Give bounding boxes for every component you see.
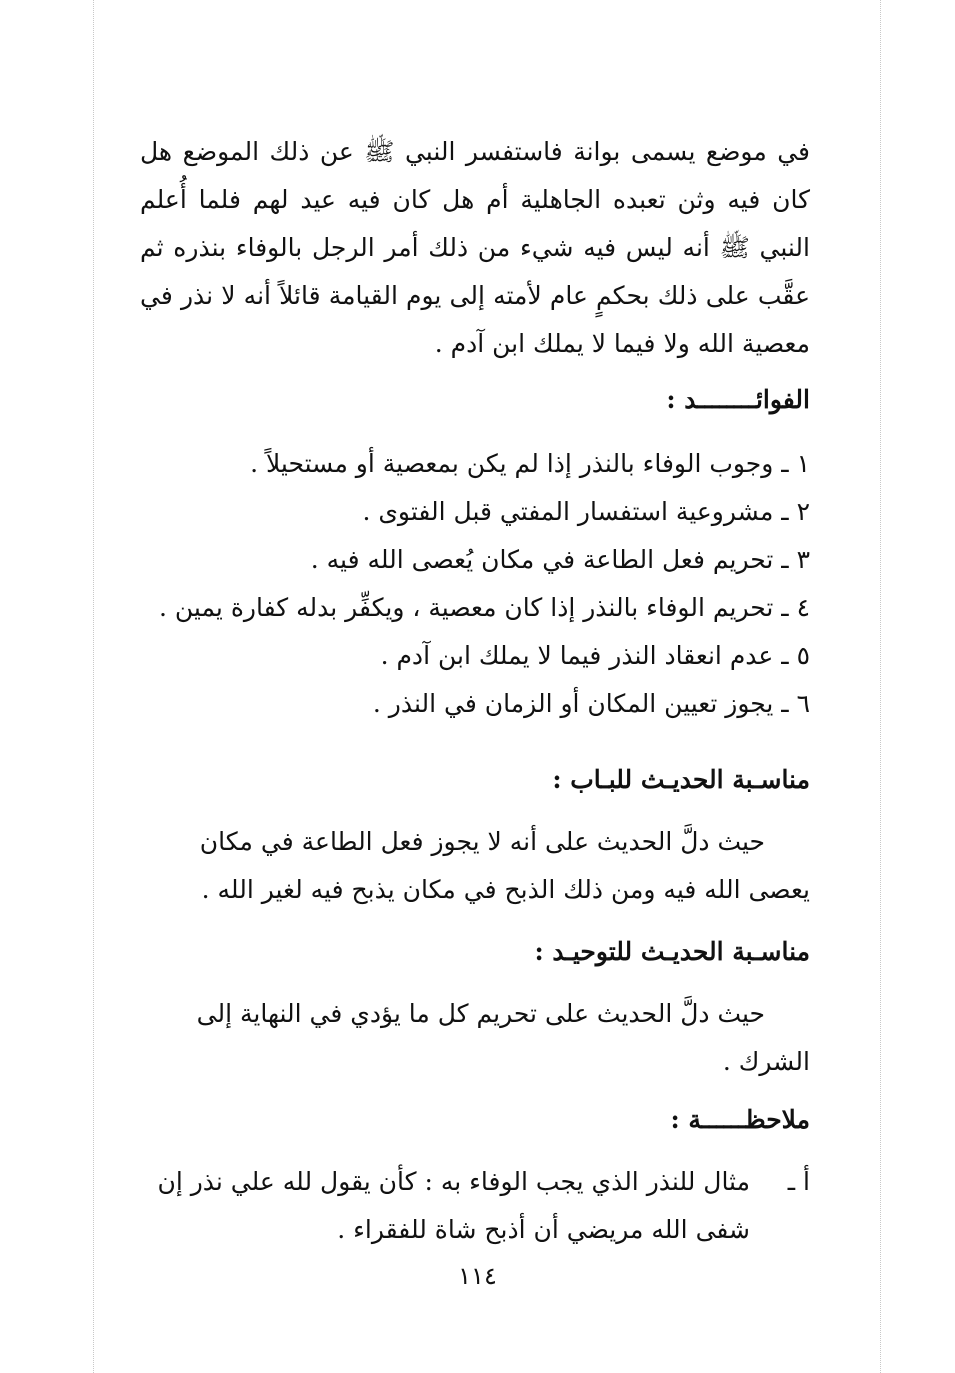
mulahaza-heading: ملاحظــــــة : — [670, 1105, 810, 1134]
intro-paragraph: في موضع يسمى بوانة فاستفسر النبي ﷺ عن ذلك الموضع هل كان فيه وثن تعبده الجاهلية أم هل كان فيه عيد لهم فلما أُعلم النبي ﷺ أنه ليس فيه شيء من ذلك أمر الرجل بالوفاء بنذره ثم عقَّب على ذلك بحكمٍ عام لأمته إلى يوم القيامة قائلاً أنه لا نذر في معصية الله ولا فيما لا يملك ابن آدم . — [140, 137, 810, 358]
note-marker: أ ـ — [787, 1167, 810, 1196]
fawaid-list — [140, 440, 810, 728]
note-text: مثال للنذر الذي يجب الوفاء به : كأن يقول لله علي نذر إن شفى الله مريضي أن أذبح شاة للفقراء . — [157, 1167, 750, 1244]
fawaid-item: ٣ ـ تحريم فعل الطاعة في مكان يُعصى الله فيه . — [310, 545, 810, 574]
scan-fold-line-left — [93, 0, 94, 1373]
fawaid-item: ٤ ـ تحريم الوفاء بالنذر إذا كان معصية ، ويكفِّر بدله كفارة يمين . — [159, 593, 810, 622]
fawaid-heading: الفوائــــــــد : — [666, 385, 810, 414]
munasaba-bab-text: حيث دلَّ الحديث على أنه لا يجوز فعل الطاعة في مكان يعصى الله فيه ومن ذلك الذبح في مكان يذبح فيه لغير الله . — [199, 827, 810, 904]
munasaba-tawhid-heading: مناسـبة الحديـث للتوحيـد : — [534, 937, 810, 966]
fawaid-item: ٥ ـ عدم انعقاد النذر فيما لا يملك ابن آدم . — [380, 641, 810, 670]
munasaba-tawhid-text: حيث دلَّ الحديث على تحريم كل ما يؤدي في النهاية إلى الشرك . — [196, 999, 810, 1076]
note-item — [140, 1158, 810, 1254]
fawaid-item: ١ ـ وجوب الوفاء بالنذر إذا لم يكن بمعصية أو مستحيلاً . — [250, 449, 810, 478]
scan-fold-line-right — [880, 0, 881, 1373]
fawaid-item: ٢ ـ مشروعية استفسار المفتي قبل الفتوى . — [362, 497, 810, 526]
munasaba-bab-heading: مناسـبة الحديـث للبـاب : — [552, 765, 810, 794]
page-content — [140, 128, 810, 1254]
fawaid-item: ٦ ـ يجوز تعيين المكان أو الزمان في النذر . — [372, 689, 810, 718]
page-number: ١١٤ — [458, 1262, 497, 1290]
